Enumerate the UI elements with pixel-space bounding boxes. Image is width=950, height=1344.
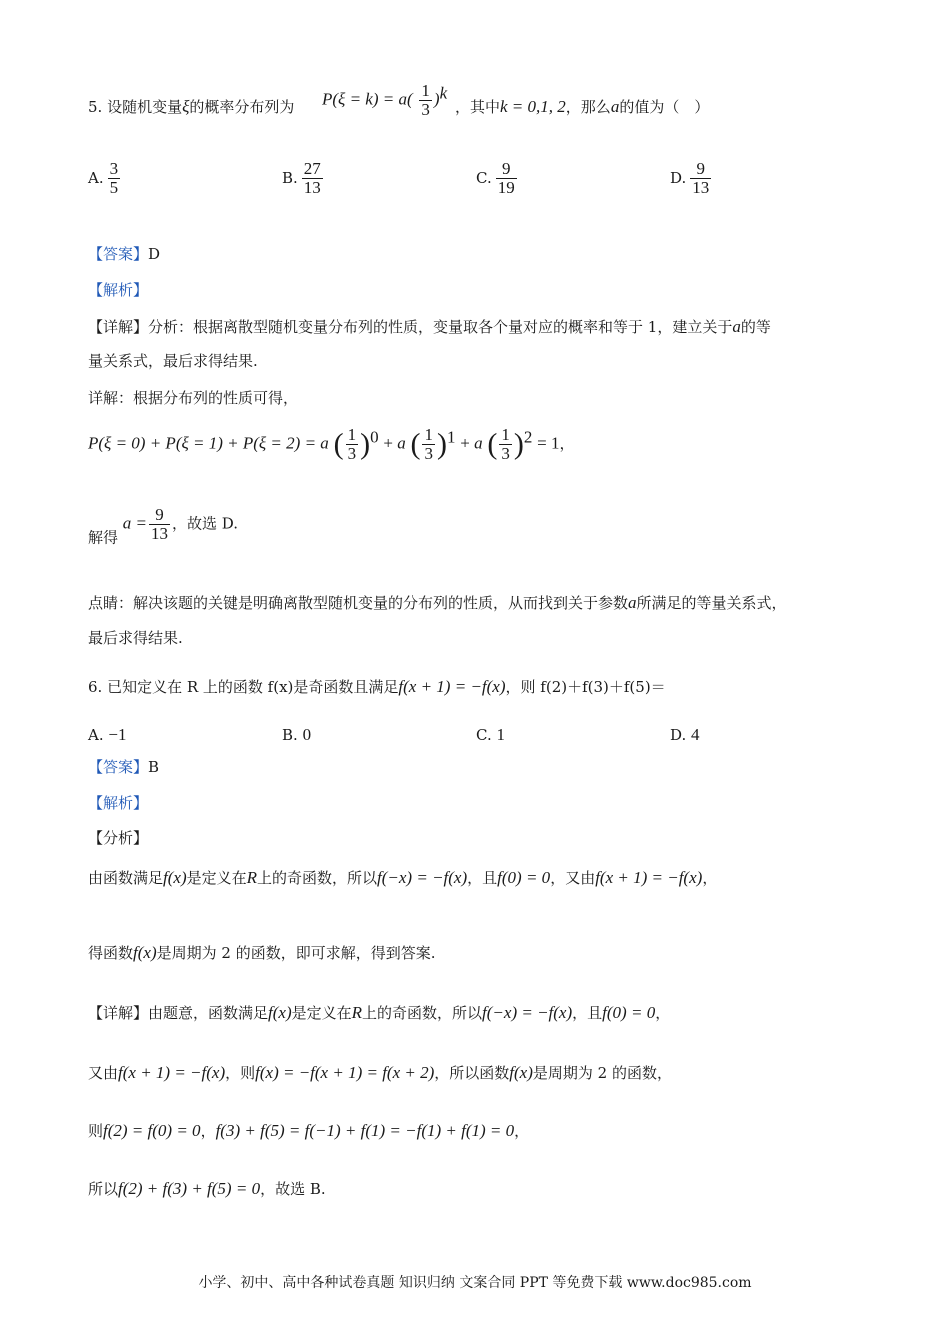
q6-detail-line-4: 所以f(2) + f(3) + f(5) = 0，故选 B.: [88, 1179, 326, 1198]
q5-answer: [88, 247, 160, 262]
q5-stem: [88, 98, 294, 115]
q5-detail-3: 详解：根据分布列的性质可得，: [88, 389, 299, 407]
q5-note-1: 点睛：解决该题的关键是明确离散型随机变量的分布列的性质，从而找到关于参数a所满足的等量关系式，: [88, 593, 787, 612]
q5-option-b: B. $\frac{27}{13}$: [282, 159, 321, 197]
q5-option-a: A. $\frac{3}{5}$: [88, 159, 119, 197]
exponent-k: k: [439, 83, 448, 103]
q5-stem-tail: ，其中k = 0,1, 2，那么a的值为（ ）: [455, 97, 710, 116]
q5-stem-text: 的概率分布列为: [189, 98, 295, 116]
q6-detail-line-1: 【详解】由题意，函数满足f(x)是定义在R上的奇函数，所以f(−x) = −f(x)，且f(0) = 0，: [88, 1003, 671, 1022]
k-values: k = 0,1, 2: [500, 97, 566, 116]
q5-analysis-tag: 【解析】: [88, 281, 149, 299]
q5-note-2: 最后求得结果.: [88, 629, 183, 647]
answer-value: D: [148, 245, 161, 263]
formula-text: P(ξ = k) = a(: [322, 89, 413, 109]
q6-option-d: D. 4: [670, 725, 700, 744]
answer-tag: 【答案】: [88, 245, 149, 263]
q6-answer: 【答案】B: [88, 758, 160, 776]
q5-option-d: D. $\frac{9}{13}$: [670, 159, 710, 197]
q5-probability-sum-equation: P(ξ = 0) + P(ξ = 1) + P(ξ = 2) = a ( $\frac{1}{3}$ )$^0$ + a ( $\frac{1}{3}$ )$^1$ + a ( $\frac{1}{3}$ )$^2$ = 1，: [88, 425, 575, 463]
q5-detail-1: 【详解】分析：根据离散型随机变量分布列的性质，变量取各个量对应的概率和等于 1，建立关于a的等: [88, 317, 771, 336]
q6-fenxi-tag: 【分析】: [88, 829, 149, 847]
q6-option-b: B. 0: [282, 725, 312, 744]
q5-detail-2: 量关系式，最后求得结果.: [88, 352, 258, 370]
q5-option-c: C. $\frac{9}{19}$: [476, 159, 515, 197]
q5-solve: 解得 a = $\frac{9}{13}$ ，故选 D.: [88, 505, 239, 547]
q6-stem: 6. 已知定义在 R 上的函数 f(x)是奇函数且满足f(x + 1) = −f(x)，则 f(2)＋f(3)＋f(5)＝: [88, 677, 666, 696]
q6-option-a: A. −1: [88, 725, 127, 744]
q6-analysis-line-1: 由函数满足f(x)是定义在R上的奇函数，所以f(−x) = −f(x)，且f(0) = 0，又由f(x + 1) = −f(x)，: [88, 868, 718, 887]
q6-detail-line-2: 又由f(x + 1) = −f(x)，则f(x) = −f(x + 1) = f(x + 2)，所以函数f(x)是周期为 2 的函数，: [88, 1063, 672, 1082]
q6-condition: f(x + 1) = −f(x): [398, 677, 506, 696]
q5-formula: P(ξ = k) = a( $\frac{1}{3}$ )$^k$: [322, 81, 448, 119]
q5-stem-text: 5. 设随机变量: [88, 98, 183, 116]
one-third-fraction: $\frac{1}{3}$: [421, 81, 430, 119]
q6-option-c: C. 1: [476, 725, 505, 744]
page-footer: 小学、初中、高中各种试卷真题 知识归纳 文案合同 PPT 等免费下载 www.doc985.com: [198, 1275, 752, 1291]
q6-detail-line-3: 则f(2) = f(0) = 0，f(3) + f(5) = f(−1) + f(1) = −f(1) + f(1) = 0，: [88, 1121, 530, 1140]
q6-analysis-line-2: 得函数f(x)是周期为 2 的函数，即可求解，得到答案.: [88, 943, 436, 962]
xi-symbol: ξ: [182, 97, 190, 116]
q6-analysis-tag: 【解析】: [88, 794, 149, 812]
